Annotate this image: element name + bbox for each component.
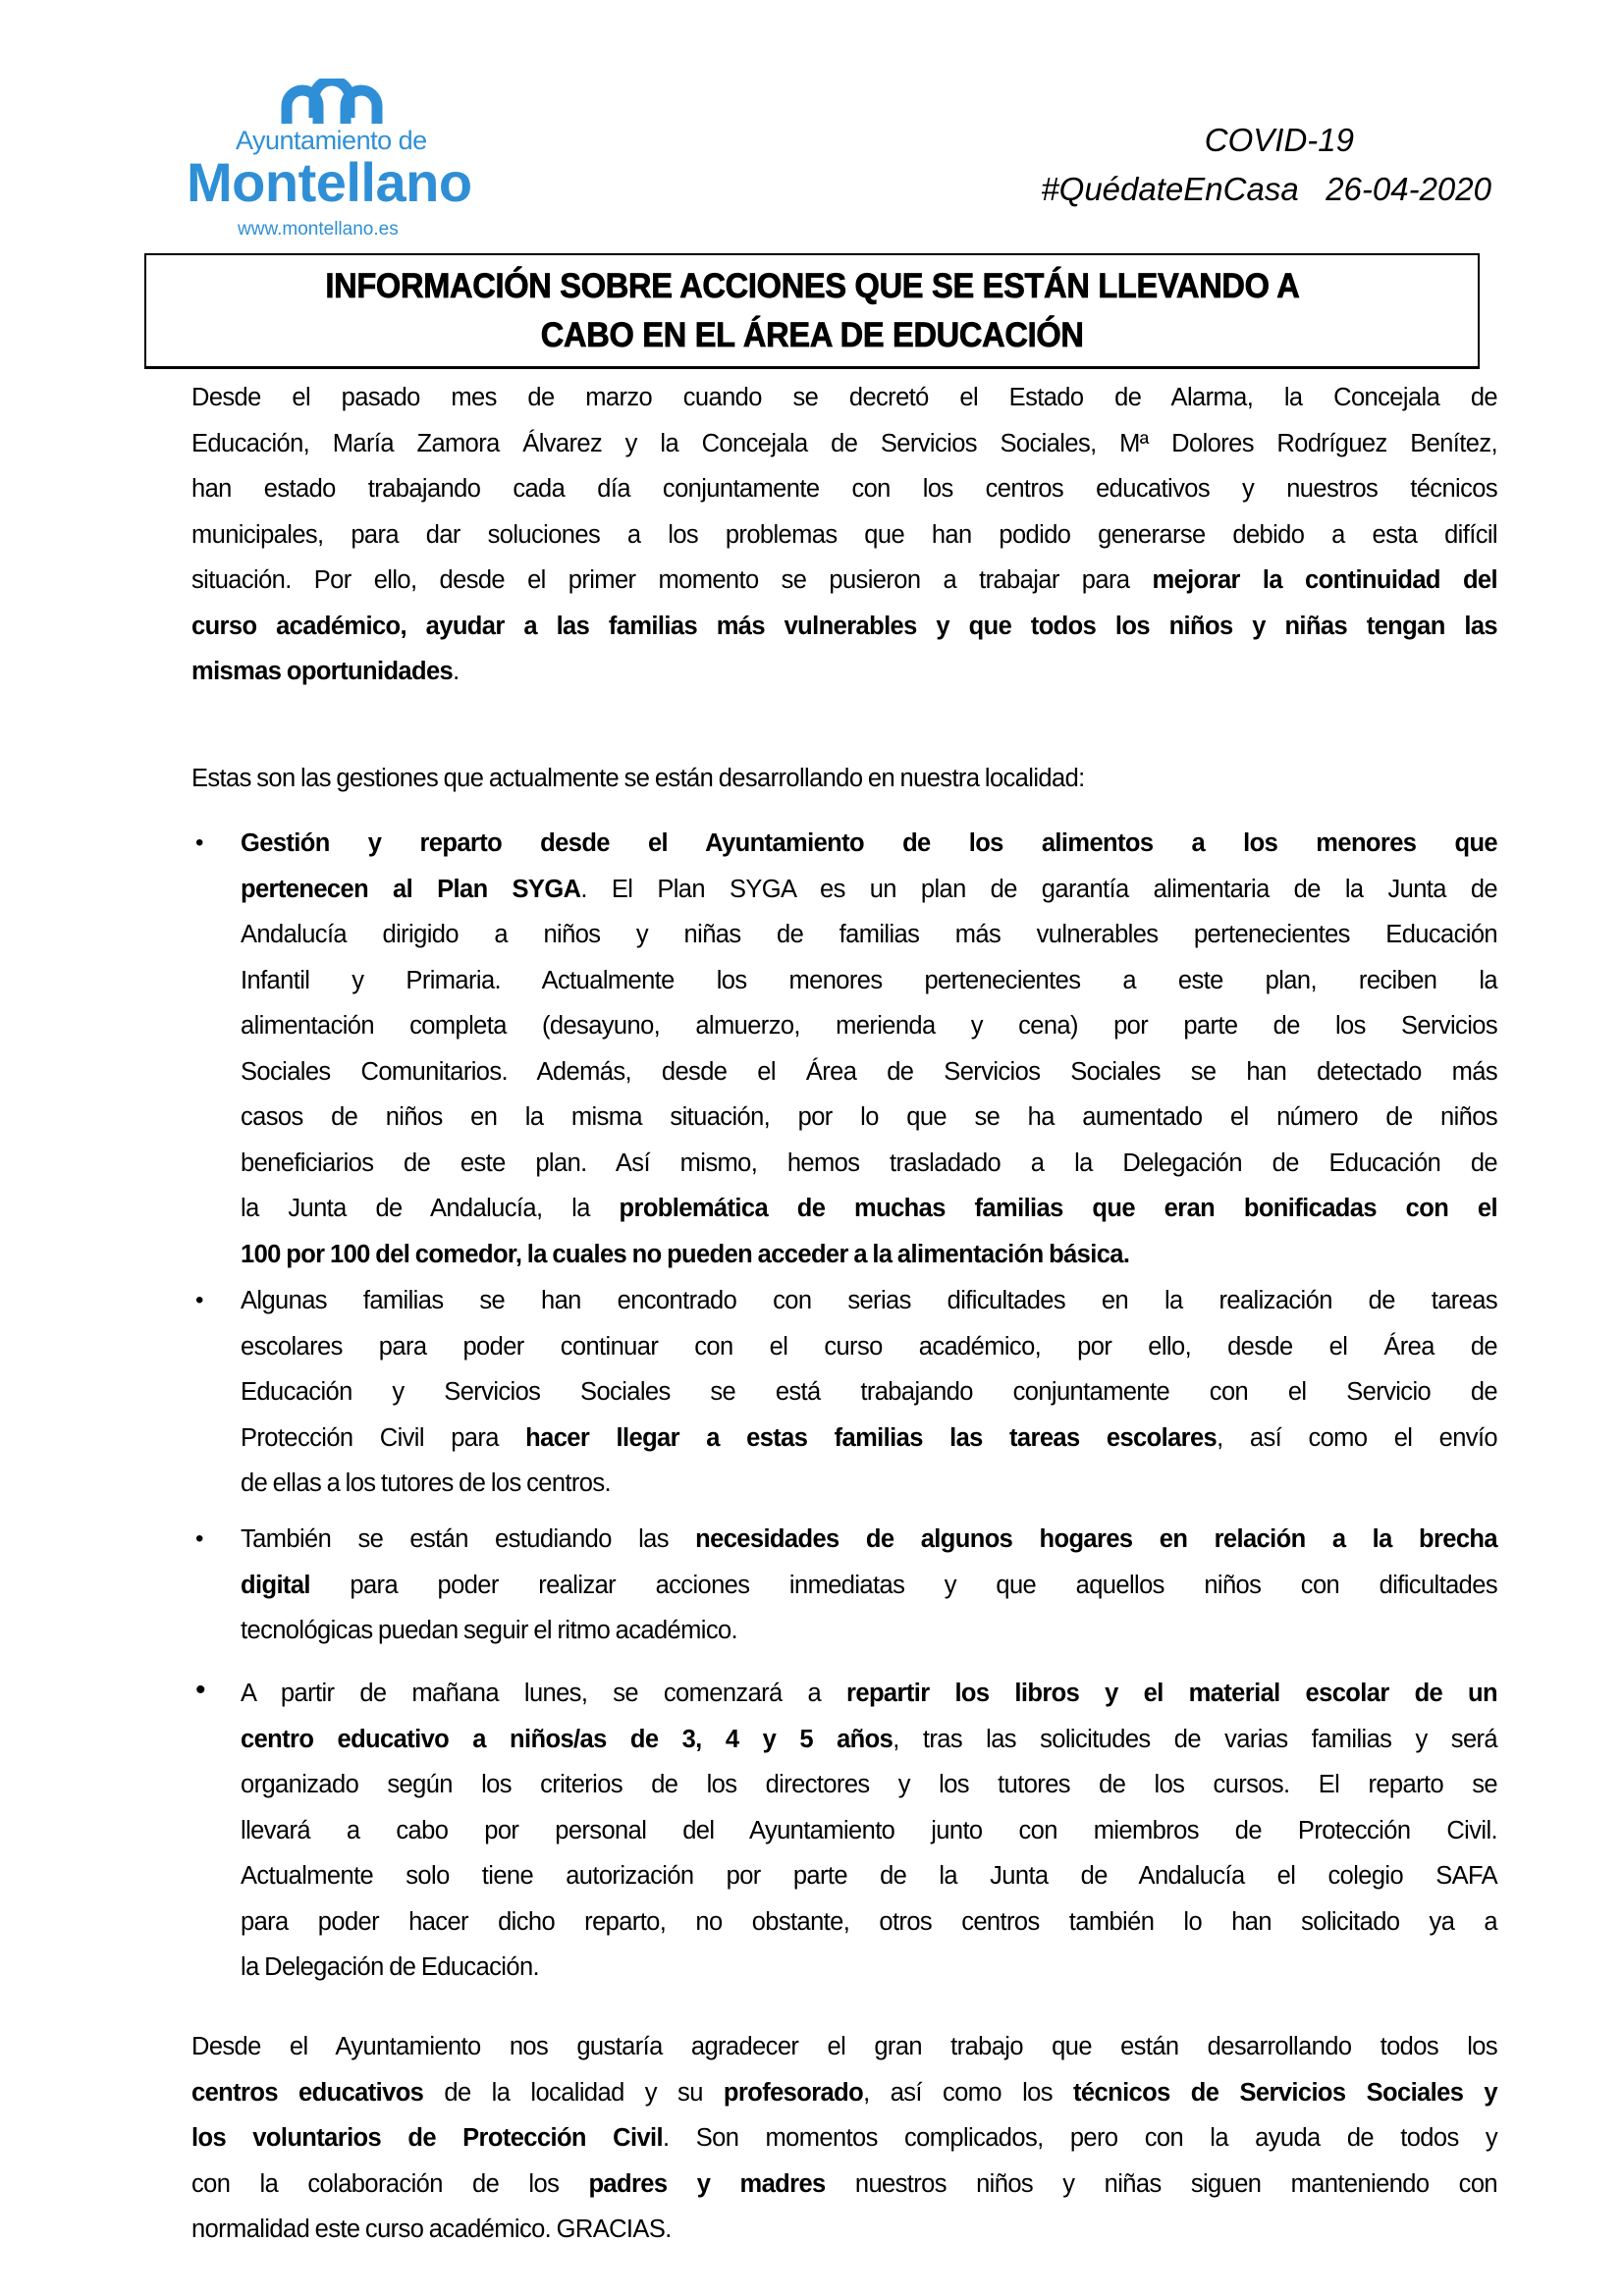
intro-line-4: municipales, para dar soluciones a los problemas que han podido generarse debido a esta difícil [191, 520, 1497, 549]
closing-paragraph: Desde el Ayuntamiento nos gustaría agradecer el gran trabajo que están desarrollando todos los centros educativos de la localidad y su profesorado, así como los técnicos de Servicios Sociales y los voluntarios de Protección Civil. Son momentos complicados, pero con la ayuda de todos y con la colaboración de los padres y madres nuestros niños y niñas siguen manteniendo con normalidad este curso académico. GRACIAS. [191, 2033, 1497, 2243]
bullet-icon: • [195, 1287, 203, 1313]
hashtag: #QuédateEnCasa [1041, 171, 1299, 207]
bullet-icon: • [195, 1674, 205, 1706]
lead-paragraph [191, 756, 1497, 802]
ayuntamiento-logo [185, 79, 479, 245]
intro-line-3: han estado trabajando cada día conjuntamente con los centros educativos y nuestros técnicos [191, 475, 1497, 503]
header-tags [1041, 116, 1491, 214]
document-title-box [144, 253, 1480, 369]
lead-text: Estas son las gestiones que actualmente se están desarrollando en nuestra localidad: [191, 765, 1085, 792]
intro-line-7: mismas oportunidades. [191, 658, 460, 685]
intro-line-1: Desde el pasado mes de marzo cuando se decretó el Estado de Alarma, la Concejala de [191, 384, 1497, 411]
list-item: • También se están estudiando las necesidades de algunos hogares en relación a la brecha digital para poder realizar acciones inmediatas y que aquellos niños con dificultades tecnológicas puedan seguir el ritmo académico. [241, 1517, 1497, 1654]
hashtag-date-line [1041, 165, 1491, 214]
title-line-1: INFORMACIÓN SOBRE ACCIONES QUE SE ESTÁN LLEVANDO A [324, 266, 1300, 305]
list-item: • Algunas familias se han encontrado con serias dificultades en la realización de tareas escolares para poder continuar con el curso académico, por ello, desde el Área de Educación y Servicios Sociales se está trabajando conjuntamente con el Servicio de Protección Civil para hacer llegar a estas familias las tareas escolares, así como el envío de ellas a los tutores de los centros. [241, 1278, 1497, 1507]
intro-body [191, 375, 1497, 695]
bullet-icon: • [195, 1525, 203, 1552]
arches-icon [281, 79, 383, 124]
title-line-2: CABO EN EL ÁREA DE EDUCACIÓN [540, 315, 1084, 354]
list-item: • A partir de mañana lunes, se comenzará a repartir los libros y el material escolar de un centro educativo a niños/as de 3, 4 y 5 años, tras las solicitudes de varias familias y será organizado según los criterios de los directores y los tutores de los cursos. El reparto se llevará a cabo por personal del Ayuntamiento junto con miembros de Protección Civil. Actualmente solo tiene autorización por parte de la Junta de Andalucía el colegio SAFA para poder hacer dicho reparto, no obstante, otros centros también lo han solicitado ya a la Delegación de Educación. [241, 1671, 1497, 1991]
intro-line-2: Educación, María Zamora Álvarez y la Concejala de Servicios Sociales, Mª Dolores Rodríguez Benítez, [191, 429, 1497, 457]
intro-line-6: curso académico, ayudar a las familias más vulnerables y que todos los niños y niñas tengan las [191, 612, 1497, 640]
bullet-icon: • [195, 829, 203, 856]
covid-tag: COVID-19 [1204, 122, 1354, 158]
logo-url: www.montellano.es [238, 219, 399, 240]
intro-line-5: situación. Por ello, desde el primer momento se pusieron a trabajar para mejorar la continuidad del [191, 566, 1497, 594]
logo-town-name: Montellano [187, 151, 472, 213]
list-item: • Gestión y reparto desde el Ayuntamiento de los alimentos a los menores que pertenecen al Plan SYGA. El Plan SYGA es un plan de garantía alimentaria de la Junta de Andalucía dirigido a niños y niñas de familias más vulnerables pertenecientes Educación Infantil y Primaria. Actualmente los menores pertenecientes a este plan, reciben la alimentación completa (desayuno, almuerzo, merienda y cena) por parte de los Servicios Sociales Comunitarios. Además, desde el Área de Servicios Sociales se han detectado más casos de niños en la misma situación, por lo que se ha aumentado el número de niños beneficiarios de este plan. Así mismo, hemos trasladado a la Delegación de Educación de la Junta de Andalucía, la problemática de muchas familias que eran bonificadas con el 100 por 100 del comedor, la cuales no pueden acceder a la alimentación básica. [241, 821, 1497, 1277]
document-date: 26-04-2020 [1326, 171, 1491, 207]
logo-subtitle: Ayuntamiento de [236, 126, 427, 155]
